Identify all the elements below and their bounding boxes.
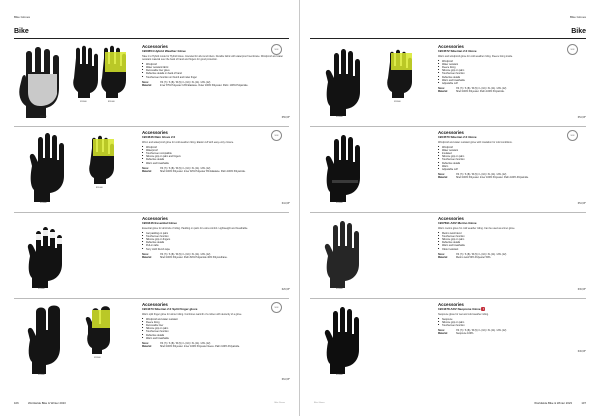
- color-code: 851000: [108, 101, 115, 103]
- product-divider: [14, 126, 289, 127]
- feature-item: ■ Warm: [438, 165, 584, 168]
- feature-item: ■ Reflective details: [438, 76, 584, 79]
- product-meta: [142, 342, 288, 348]
- feature-item: ■ Touchscreen compatible: [142, 152, 288, 155]
- feature-item: ■ Windproof and water resistant: [142, 318, 288, 321]
- product-meta: [142, 253, 288, 259]
- feature-item: ■ Reflective details: [142, 241, 288, 244]
- color-code: 999000: [336, 116, 343, 118]
- feature-item: ■ Water resistant fabric: [142, 66, 288, 69]
- sizes-label: Sizes:: [142, 252, 149, 256]
- product-category: Accessories: [438, 216, 464, 221]
- product-2-images: [14, 130, 134, 210]
- product-meta: [438, 253, 584, 259]
- black-glove-icon: [326, 135, 360, 202]
- feature-item: ■ Silicone grip on fingers: [142, 238, 288, 241]
- page-number: 107: [581, 401, 586, 405]
- product-5: [310, 44, 586, 124]
- material-value: Merino wool 50% Polyester 50%.: [456, 255, 492, 259]
- product-5-images: [310, 44, 430, 124]
- new-badge: NEW: [271, 130, 282, 141]
- title-rule: [310, 38, 586, 39]
- product-name-text: 1904378 ADV Neoprene Glove: [438, 307, 481, 311]
- feature-item: ■ Terry cloth thumb wipe: [142, 248, 288, 251]
- material-label: Material:: [142, 344, 152, 348]
- sizes-value: XS (7) / S (8) / M (9) / L (10) / XL (11) / 2XL (12): [160, 80, 211, 84]
- feature-item: ■ Touchscreen function: [142, 235, 288, 238]
- product-1-glove-image: [14, 44, 134, 124]
- product-name: 1904570 Siberian 2.0 Glove: [438, 135, 477, 139]
- product-8: [310, 302, 586, 386]
- product-2-glove-image: [14, 130, 134, 210]
- new-badge: NEW: [271, 302, 282, 313]
- product-6-images: [310, 130, 430, 210]
- product-category: Accessories: [438, 44, 464, 49]
- black-glove-icon: [326, 49, 360, 116]
- feature-item: ■ Warm and breathable: [438, 79, 584, 82]
- feature-item: ■ Warm and breathable: [142, 162, 288, 165]
- material-label: Material:: [142, 169, 152, 173]
- feature-item: ■ Reflective details: [142, 334, 288, 337]
- product-1-images: [14, 44, 134, 124]
- product-meta: [438, 173, 584, 179]
- color-code: 999000: [336, 202, 343, 204]
- new-badge: NEW: [567, 130, 578, 141]
- product-price: €29,95*: [281, 288, 290, 291]
- sizes-value: XS (7) / S (8) / M (9) / L (10) / XL (11) / 2XL (12): [456, 172, 507, 176]
- material-label: Material:: [438, 89, 448, 93]
- product-name: 1904646 Rain Glove 2.0: [142, 135, 176, 139]
- product-1-text: [142, 44, 288, 87]
- feature-item: ■ Reflective details: [438, 162, 584, 165]
- feature-item: ■ Silicone grip on palm: [438, 321, 584, 324]
- product-divider: [310, 298, 586, 299]
- feature-item: ■ Fleece lining: [438, 66, 584, 69]
- feature-item: ■ Waterproof: [142, 149, 288, 152]
- product-price: €59,95*: [281, 116, 290, 119]
- page-number: 106: [14, 401, 19, 405]
- product-name: 1904373 Siberian 2.0 Split Finger glove: [142, 307, 198, 311]
- product-meta: [438, 87, 584, 93]
- feature-item: ■ Adjustable cuff: [438, 168, 584, 171]
- right-page: [300, 0, 600, 416]
- feature-item: ■ Touchscreen function: [438, 235, 584, 238]
- product-3: [14, 216, 290, 296]
- feature-list: [142, 63, 288, 78]
- sizes-value: XS (7) / S (8) / M (9) / L (10) / XL (11) / 2XL (12): [160, 166, 211, 170]
- sizes-label: Sizes:: [438, 329, 445, 333]
- material-value: Shell 100% Polyester. Inner 100% Polyester fleece. Palm 100% Polyamide.: [160, 344, 240, 348]
- feature-item: ■ Windproof: [438, 60, 584, 63]
- material-label: Material:: [142, 255, 152, 259]
- product-category: Accessories: [142, 216, 168, 221]
- page-title: Bike: [14, 28, 29, 35]
- sizes-value: XS (7) / S (8) / M (9) / L (10) / XL (11) / 2XL (12): [160, 252, 211, 256]
- product-description: Wind- and waterproof glove for cold weather riding. Elastic cuff with easy entry closure.: [142, 141, 234, 144]
- product-4-images: [14, 302, 134, 382]
- sizes-value: XS (7) / S (8) / M (9) / L (10) / XL (11) / 2XL (12): [456, 329, 507, 333]
- color-code: 999900: [94, 357, 101, 359]
- color-code: 999900: [394, 101, 401, 103]
- product-2-text: [142, 130, 288, 173]
- feature-item: ■ Touchscreen function: [438, 158, 584, 161]
- material-value: Neoprene 100%.: [456, 332, 474, 336]
- yellow-glove-icon: [101, 46, 126, 98]
- material-value: Shell 100% Polyester. Inner 92% Polyester 8% Elastane. Palm 100% Polyamide.: [160, 169, 246, 173]
- page-footer: Worldwide Bike & Winter 2023: [28, 401, 66, 405]
- page-title: Bike: [571, 28, 586, 35]
- sizes-label: Sizes:: [142, 166, 149, 170]
- product-divider: [14, 212, 289, 213]
- feature-item: ■ Windproof: [142, 63, 288, 66]
- product-description: Neoprene glove for wet and cold weather riding.: [438, 313, 489, 316]
- new-badge: NEW: [271, 44, 282, 55]
- sizes-label: Sizes:: [142, 341, 149, 345]
- alert-icon: !: [482, 307, 484, 311]
- feature-item: ■ Silicone grip on palm: [142, 327, 288, 330]
- product-category: Accessories: [142, 44, 168, 49]
- product-meta: [142, 81, 288, 87]
- feature-item: ■ Water resistant: [438, 63, 584, 66]
- feature-list: [438, 318, 584, 327]
- product-price: €64,95*: [281, 378, 290, 381]
- material-label: Material:: [438, 175, 448, 179]
- feature-list: [438, 146, 584, 171]
- material-label: Material:: [438, 255, 448, 259]
- product-2: [14, 130, 290, 210]
- product-description: Take it to Hybrid mode for Hybrid Glove. Intended for all-round riders. Durable fabric with waterproof membrane. Windproof and water resistant material over the back of hand and fingers for good protection.: [142, 55, 283, 62]
- color-code: 851000: [96, 187, 103, 189]
- sizes-label: Sizes:: [142, 80, 149, 84]
- feature-item: ■ Warm and breathable: [438, 244, 584, 247]
- product-4-glove-image: [14, 302, 134, 382]
- product-name: 1903654 Hybrid Weather Glove: [142, 49, 186, 53]
- color-code: 999000: [40, 116, 47, 118]
- product-divider: [310, 126, 586, 127]
- product-4-text: [142, 302, 288, 348]
- product-divider: [310, 212, 586, 213]
- product-meta: [438, 329, 584, 335]
- product-price: €44,95*: [281, 202, 290, 205]
- product-description: Essential glove for all kinds of riding. Padding on palm for extra comfort. Lightweight and breathable.: [142, 227, 249, 230]
- corner-note: Bike Gloves: [314, 402, 325, 404]
- neoprene-glove-icon: [325, 307, 359, 374]
- color-code: 999000: [336, 374, 343, 376]
- product-5-glove-image: [310, 44, 430, 124]
- feature-item: ■ Warm and breathable: [142, 337, 288, 340]
- material-value: Shell 100% Polyester. Palm 100% Polyamide.: [456, 89, 505, 93]
- product-3-text: [142, 216, 288, 259]
- feature-list: [142, 318, 288, 340]
- product-name: 1903446 Essential Glove: [142, 221, 177, 225]
- feature-item: ■ Silicone grip on palm: [438, 155, 584, 158]
- new-badge: NEW: [567, 44, 578, 55]
- feature-list: [142, 232, 288, 251]
- feature-item: ■ Insulated: [438, 152, 584, 155]
- color-code: 999900: [80, 101, 87, 103]
- product-6-text: [438, 130, 584, 179]
- feature-item: ■ Gel padding on palm: [142, 232, 288, 235]
- product-4: [14, 302, 290, 386]
- sizes-value: XS (7) / S (8) / M (9) / L (10) / XL (11) / 2XL (12): [160, 341, 211, 345]
- sizes-value: XS (7) / S (8) / M (9) / L (10) / XL (11) / 2XL (12): [456, 252, 507, 256]
- product-3-images: [14, 216, 134, 296]
- feature-item: ■ Windproof: [438, 146, 584, 149]
- product-description: Warm merino glove for cold weather riding. Can be used as a liner glove.: [438, 227, 516, 230]
- product-price: €49,95*: [577, 350, 586, 353]
- feature-item: ■ Water resistant: [438, 149, 584, 152]
- product-name: [438, 307, 584, 311]
- feature-item: ■ Windproof: [142, 146, 288, 149]
- product-6-glove-image: [310, 130, 430, 210]
- product-category: Accessories: [142, 130, 168, 135]
- feature-item: ■ Adjustable cuff: [438, 82, 584, 85]
- short-finger-glove-icon: [28, 227, 62, 288]
- feature-item: ■ Silicone grip on palm: [438, 69, 584, 72]
- product-6: [310, 130, 586, 210]
- color-code: 999000: [40, 202, 47, 204]
- product-5-text: [438, 44, 584, 93]
- feature-list: [438, 60, 584, 85]
- product-description: Warm and windproof glove for cold weather riding. Fleece lining inside.: [438, 55, 513, 58]
- feature-item: ■ Removable liner glove: [142, 69, 288, 72]
- product-category: Accessories: [438, 302, 464, 307]
- sizes-label: Sizes:: [438, 172, 445, 176]
- product-price: €54,95*: [577, 116, 586, 119]
- running-head: Bike Gloves: [569, 15, 586, 19]
- feature-item: ■ Removable liner: [142, 324, 288, 327]
- product-8-glove-image: [310, 302, 430, 382]
- feature-item: ■ Silicone grip on palm: [438, 238, 584, 241]
- feature-item: ■ Touchscreen function: [438, 324, 584, 327]
- feature-item: ■ Touchscreen function: [142, 330, 288, 333]
- feature-list: [142, 146, 288, 165]
- product-price: €39,95*: [577, 288, 586, 291]
- product-description: Warm split finger glove for winter riding. Combines warmth of a mitten with dexterity of a glove.: [142, 313, 242, 316]
- product-7-glove-image: [310, 216, 430, 296]
- merino-glove-icon: [325, 221, 359, 288]
- feature-item: ■ Reflective details: [438, 241, 584, 244]
- sizes-label: Sizes:: [438, 252, 445, 256]
- product-7: [310, 216, 586, 296]
- product-category: Accessories: [142, 302, 168, 307]
- feature-item: ■ Odour resistant: [438, 248, 584, 251]
- product-7-images: [310, 216, 430, 296]
- feature-item: ■ Fleece lining: [142, 321, 288, 324]
- product-meta: [142, 167, 288, 173]
- title-rule: [14, 38, 289, 39]
- material-value: Inner 87% Polyester 13% Elastane. Outer 100% Polyester. Palm: 100% Polyamide.: [160, 83, 249, 87]
- material-label: Material:: [438, 332, 448, 336]
- yellow-glove-icon: [86, 306, 110, 354]
- product-name: 1904572 Siberian 2.0 Glove: [438, 49, 477, 53]
- page-footer: Worldwide Bike & Winter 2023: [534, 401, 572, 405]
- sizes-label: Sizes:: [438, 86, 445, 90]
- black-glove-icon: [30, 133, 64, 202]
- running-head: Bike Gloves: [14, 15, 31, 19]
- feature-item: ■ Pull-on tabs: [142, 244, 288, 247]
- material-label: Material:: [142, 83, 152, 87]
- feature-list: [438, 232, 584, 251]
- feature-item: ■ Merino wool blend: [438, 232, 584, 235]
- color-code: 999000: [336, 288, 343, 290]
- material-value: Shell 100% Polyester. Inner 100% Polyester. Palm 100% Polyamide.: [456, 175, 529, 179]
- feature-item: ■ Touchscreen function on thumb and index finger: [142, 76, 288, 79]
- feature-item: ■ Neoprene: [438, 318, 584, 321]
- grey-glove-icon: [19, 47, 59, 118]
- product-3-glove-image: [14, 216, 134, 296]
- material-value: Shell 100% Polyester. Palm 60% Polyamide 40% Polyurethane.: [160, 255, 228, 259]
- product-8-text: [438, 302, 584, 336]
- color-code: 999000: [38, 374, 45, 376]
- corner-note: Bike Gloves: [274, 402, 285, 404]
- yellow-glove-icon: [387, 50, 412, 98]
- product-1: [14, 44, 290, 124]
- product-description: Windproof and water resistant glove with insulation for cold conditions.: [438, 141, 513, 144]
- color-code: 999000: [38, 288, 45, 290]
- black-glove-icon: [73, 46, 98, 98]
- product-8-images: [310, 302, 430, 382]
- product-category: Accessories: [438, 130, 464, 135]
- product-divider: [14, 298, 289, 299]
- product-price: €54,95*: [577, 202, 586, 205]
- feature-item: ■ Touchscreen function: [438, 72, 584, 75]
- feature-item: ■ Reflective details on back of hand: [142, 72, 288, 75]
- split-finger-glove-icon: [28, 306, 60, 375]
- product-name: 1907691 ADV Merino Glove: [438, 221, 477, 225]
- feature-item: ■ Silicone grip on palm and fingers: [142, 155, 288, 158]
- yellow-glove-icon: [89, 136, 114, 184]
- product-7-text: [438, 216, 584, 259]
- sizes-value: XS (7) / S (8) / M (9) / L (10) / XL (11) / 2XL (12): [456, 86, 507, 90]
- feature-item: ■ Reflective details: [142, 158, 288, 161]
